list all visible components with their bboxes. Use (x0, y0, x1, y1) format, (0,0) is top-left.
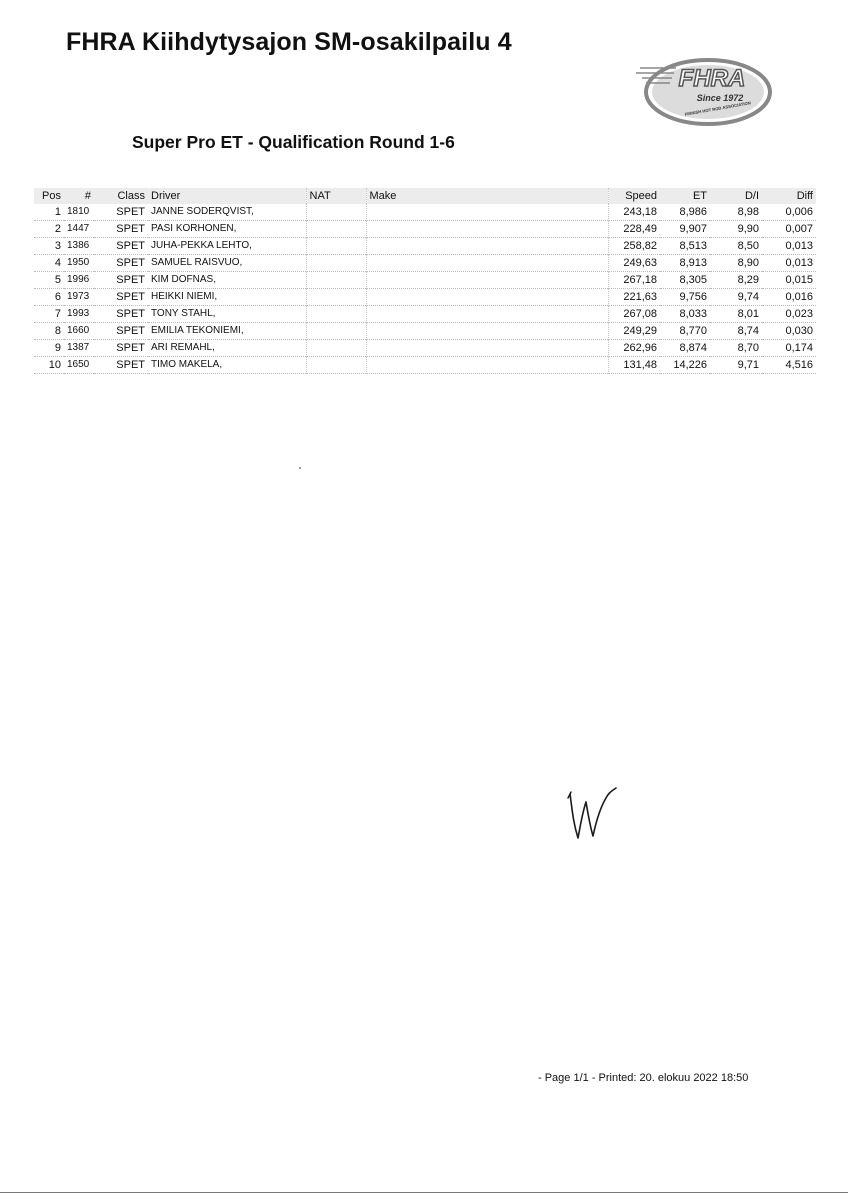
cell-driver: KIM DOFNAS, (151, 274, 217, 285)
column-header-diff: Diff (796, 190, 813, 202)
cell-nat (306, 340, 366, 357)
cell-pos: 2 (54, 223, 61, 235)
cell-make (366, 255, 608, 272)
cell-diff: 0,006 (785, 206, 813, 218)
cell-et: 8,033 (679, 308, 707, 320)
cell-driver: ARI REMAHL, (151, 342, 215, 353)
cell-pos: 10 (48, 359, 61, 371)
cell-pos: 5 (54, 274, 61, 286)
table-row (34, 340, 816, 357)
cell-class: SPET (116, 359, 145, 371)
cell-diff: 4,516 (785, 359, 813, 371)
cell-nat (306, 272, 366, 289)
cell-diff: 0,023 (785, 308, 813, 320)
column-header-nat: NAT (306, 188, 366, 204)
cell-make (366, 306, 608, 323)
cell-make (366, 221, 608, 238)
cell-diff: 0,030 (785, 325, 813, 337)
cell-class: SPET (116, 308, 145, 320)
scan-speck (299, 467, 301, 469)
cell-class: SPET (116, 257, 145, 269)
column-header-et: ET (692, 190, 707, 202)
logo-text: FHRA (678, 65, 746, 92)
table-row (34, 204, 816, 221)
cell-speed: 262,96 (608, 340, 660, 357)
logo-since: Since 1972 (696, 93, 744, 103)
cell-class: SPET (116, 291, 145, 303)
table-header-row (34, 188, 816, 204)
cell-et: 8,513 (679, 240, 707, 252)
cell-et: 9,756 (679, 291, 707, 303)
cell-make (366, 323, 608, 340)
cell-speed: 258,82 (608, 238, 660, 255)
cell-driver: JANNE SODERQVIST, (151, 206, 254, 217)
column-header-class: Class (117, 190, 145, 202)
table-row (34, 357, 816, 374)
cell-et: 14,226 (673, 359, 707, 371)
cell-di: 8,98 (737, 206, 759, 218)
cell-diff: 0,016 (785, 291, 813, 303)
cell-number: 1386 (67, 240, 90, 251)
table-row (34, 306, 816, 323)
cell-number: 1996 (67, 274, 90, 285)
cell-speed: 267,08 (608, 306, 660, 323)
cell-speed: 267,18 (608, 272, 660, 289)
cell-et: 9,907 (679, 223, 707, 235)
cell-nat (306, 323, 366, 340)
table-row (34, 289, 816, 306)
page-footer: - Page 1/1 - Printed: 20. elokuu 2022 18:50 (538, 1072, 749, 1084)
fhra-logo (636, 56, 774, 126)
cell-class: SPET (116, 342, 145, 354)
column-header-di: D/I (744, 190, 759, 202)
cell-di: 8,70 (737, 342, 759, 354)
cell-di: 8,01 (737, 308, 759, 320)
cell-et: 8,305 (679, 274, 707, 286)
cell-driver: PASI KORHONEN, (151, 223, 237, 234)
cell-driver: TONY STAHL, (151, 308, 216, 319)
cell-speed: 243,18 (608, 204, 660, 221)
cell-number: 1993 (67, 308, 90, 319)
cell-class: SPET (116, 325, 145, 337)
cell-di: 9,71 (737, 359, 759, 371)
cell-di: 8,29 (737, 274, 759, 286)
table-row (34, 221, 816, 238)
cell-pos: 6 (54, 291, 61, 303)
table-row (34, 272, 816, 289)
column-header-number: # (84, 190, 91, 202)
cell-et: 8,986 (679, 206, 707, 218)
table-row (34, 238, 816, 255)
cell-diff: 0,015 (785, 274, 813, 286)
cell-make (366, 340, 608, 357)
cell-diff: 0,013 (785, 257, 813, 269)
cell-nat (306, 255, 366, 272)
cell-di: 9,74 (737, 291, 759, 303)
cell-speed: 221,63 (608, 289, 660, 306)
column-header-pos: Pos (42, 190, 61, 202)
cell-di: 9,90 (737, 223, 759, 235)
cell-pos: 3 (54, 240, 61, 252)
cell-et: 8,770 (679, 325, 707, 337)
cell-et: 8,874 (679, 342, 707, 354)
cell-nat (306, 357, 366, 374)
cell-pos: 8 (54, 325, 61, 337)
cell-number: 1387 (67, 342, 90, 353)
cell-di: 8,50 (737, 240, 759, 252)
scan-edge-line (0, 1192, 848, 1193)
cell-diff: 0,174 (785, 342, 813, 354)
cell-nat (306, 204, 366, 221)
document-title: FHRA Kiihdytysajon SM-osakilpailu 4 (66, 28, 512, 56)
cell-class: SPET (116, 206, 145, 218)
cell-driver: HEIKKI NIEMI, (151, 291, 218, 302)
column-header-speed: Speed (608, 188, 660, 204)
cell-make (366, 357, 608, 374)
table-row (34, 323, 816, 340)
qualification-results-table (34, 188, 816, 374)
cell-speed: 249,63 (608, 255, 660, 272)
cell-class: SPET (116, 240, 145, 252)
cell-pos: 4 (54, 257, 61, 269)
cell-nat (306, 289, 366, 306)
cell-driver: TIMO MAKELA, (151, 359, 223, 370)
cell-pos: 7 (54, 308, 61, 320)
cell-pos: 9 (54, 342, 61, 354)
cell-di: 8,90 (737, 257, 759, 269)
cell-class: SPET (116, 274, 145, 286)
cell-nat (306, 221, 366, 238)
cell-nat (306, 238, 366, 255)
cell-diff: 0,013 (785, 240, 813, 252)
cell-pos: 1 (54, 206, 61, 218)
column-header-make: Make (366, 188, 608, 204)
handwritten-signature (560, 778, 630, 850)
cell-speed: 249,29 (608, 323, 660, 340)
cell-number: 1650 (67, 359, 90, 370)
cell-di: 8,74 (737, 325, 759, 337)
cell-number: 1950 (67, 257, 90, 268)
cell-nat (306, 306, 366, 323)
cell-speed: 131,48 (608, 357, 660, 374)
cell-speed: 228,49 (608, 221, 660, 238)
cell-number: 1660 (67, 325, 90, 336)
table-row (34, 255, 816, 272)
cell-make (366, 204, 608, 221)
cell-make (366, 238, 608, 255)
logo-association: FINNISH HOT ROD ASSOCIATION (684, 100, 752, 117)
column-header-driver: Driver (151, 190, 181, 202)
cell-diff: 0,007 (785, 223, 813, 235)
cell-number: 1973 (67, 291, 90, 302)
document-subtitle: Super Pro ET - Qualification Round 1-6 (132, 132, 455, 152)
cell-make (366, 289, 608, 306)
cell-et: 8,913 (679, 257, 707, 269)
cell-class: SPET (116, 223, 145, 235)
cell-driver: JUHA-PEKKA LEHTO, (151, 240, 252, 251)
cell-driver: SAMUEL RAISVUO, (151, 257, 243, 268)
cell-make (366, 272, 608, 289)
cell-driver: EMILIA TEKONIEMI, (151, 325, 244, 336)
cell-number: 1810 (67, 206, 90, 217)
cell-number: 1447 (67, 223, 90, 234)
